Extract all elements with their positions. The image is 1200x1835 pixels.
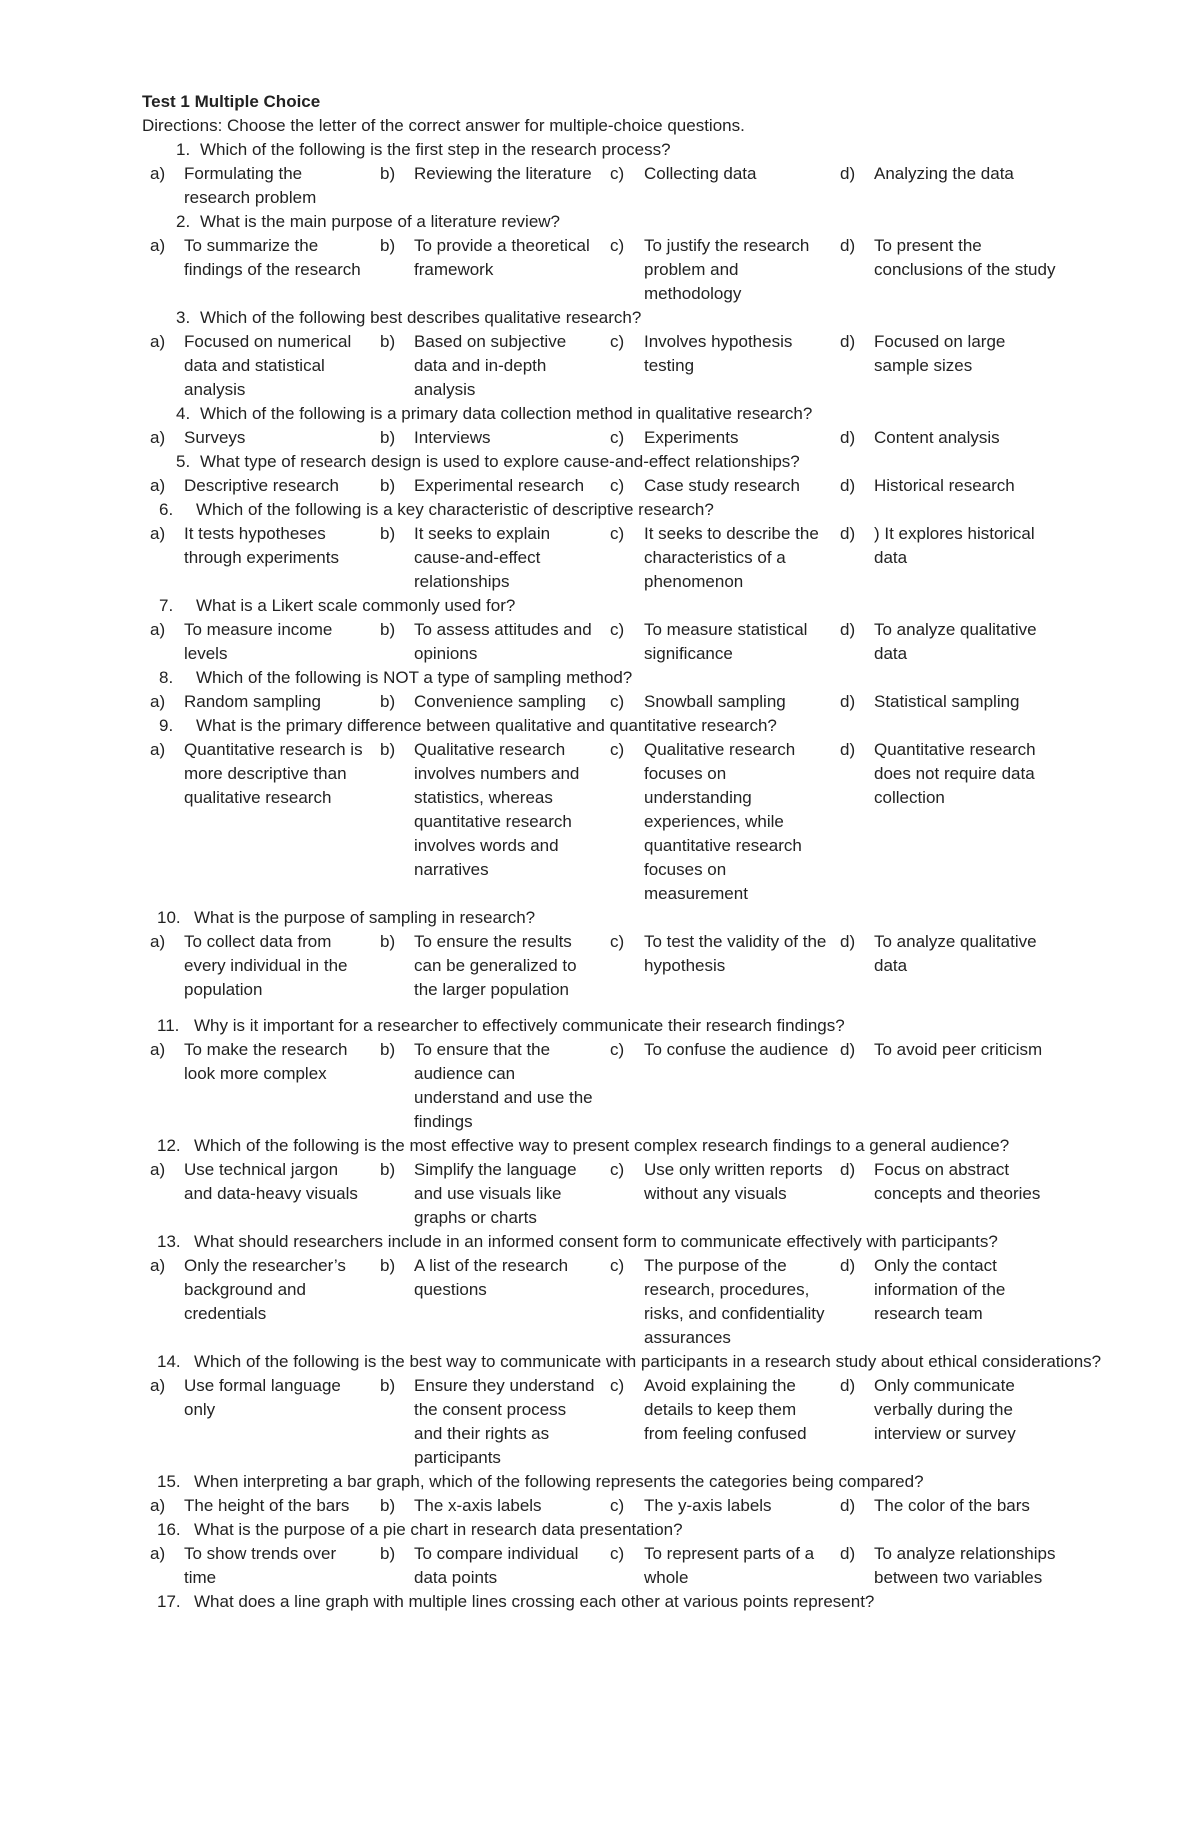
question-block: [142, 1134, 1102, 1230]
option-text: To measure statistical significance: [644, 620, 808, 663]
question-number: 5.: [176, 452, 191, 471]
question-number: 2.: [176, 212, 191, 231]
option-text: Only communicate verbally during the interview or survey: [874, 1376, 1016, 1443]
answer-option[interactable]: [372, 426, 602, 450]
question-block: [142, 498, 1102, 594]
answer-option[interactable]: [372, 522, 602, 594]
document-page: [142, 90, 1102, 1614]
question-text: Which of the following best describes qualitative research?: [200, 308, 642, 327]
spacer: [142, 1002, 1102, 1014]
option-text: Focus on abstract concepts and theories: [874, 1160, 1041, 1203]
option-letter: c): [610, 332, 625, 351]
option-text: Formulating the research problem: [184, 164, 317, 207]
answer-options: [142, 234, 1102, 306]
answer-option[interactable]: [602, 330, 832, 402]
question-stem: [142, 210, 1102, 234]
answer-option[interactable]: [832, 1494, 1062, 1518]
question-number: 4.: [176, 404, 191, 423]
option-text: Descriptive research: [184, 476, 339, 495]
question-list: [142, 138, 1102, 1614]
question-number: 13.: [157, 1232, 181, 1251]
answer-option[interactable]: [832, 234, 1062, 306]
option-letter: a): [150, 1040, 166, 1059]
option-letter: a): [150, 236, 166, 255]
answer-option[interactable]: [142, 426, 372, 450]
option-text: To justify the research problem and methodology: [644, 236, 810, 303]
question-block: [142, 210, 1102, 306]
question-block: [142, 450, 1102, 498]
option-text: Quantitative research is more descriptive than qualitative research: [184, 740, 363, 807]
answer-options: [142, 426, 1102, 450]
question-stem: [142, 306, 1102, 330]
question-text: What is the purpose of a pie chart in research data presentation?: [194, 1520, 683, 1539]
answer-options: [142, 930, 1102, 1002]
option-letter: d): [840, 332, 856, 351]
question-number: 16.: [157, 1520, 181, 1539]
option-letter: c): [610, 428, 625, 447]
answer-option[interactable]: [832, 930, 1062, 1002]
answer-option[interactable]: [372, 330, 602, 402]
answer-options: [142, 618, 1102, 666]
option-text: To represent parts of a whole: [644, 1544, 815, 1587]
question-block: [142, 1518, 1102, 1590]
question-text: Which of the following is the first step in the research process?: [200, 140, 671, 159]
question-number: 14.: [157, 1352, 181, 1371]
test-title: Test 1 Multiple Choice: [142, 92, 321, 111]
answer-option[interactable]: [602, 1254, 832, 1350]
answer-option[interactable]: [602, 1374, 832, 1470]
option-text: Convenience sampling: [414, 692, 586, 711]
option-text: Reviewing the literature: [414, 164, 592, 183]
option-letter: c): [610, 1160, 625, 1179]
question-block: [142, 1014, 1102, 1134]
option-letter: a): [150, 740, 166, 759]
option-letter: d): [840, 476, 856, 495]
option-text: Case study research: [644, 476, 800, 495]
answer-option[interactable]: [142, 1254, 372, 1350]
answer-option[interactable]: [832, 618, 1062, 666]
option-text: Simplify the language and use visuals like graphs or charts: [414, 1160, 577, 1227]
question-stem: [142, 1470, 1102, 1494]
question-stem: [142, 450, 1102, 474]
option-text: To compare individual data points: [414, 1544, 579, 1587]
question-stem: [142, 1134, 1102, 1158]
option-text: It tests hypotheses through experiments: [184, 524, 339, 567]
answer-option[interactable]: [372, 162, 602, 210]
option-text: Focused on large sample sizes: [874, 332, 1006, 375]
option-letter: d): [840, 1496, 856, 1515]
answer-options: [142, 738, 1102, 906]
option-text: Interviews: [414, 428, 491, 447]
answer-option[interactable]: [602, 930, 832, 1002]
option-letter: a): [150, 524, 166, 543]
answer-option[interactable]: [142, 1542, 372, 1590]
option-letter: a): [150, 620, 166, 639]
option-letter: c): [610, 692, 625, 711]
answer-options: [142, 1374, 1102, 1470]
option-text: Statistical sampling: [874, 692, 1020, 711]
option-text: To analyze qualitative data: [874, 620, 1037, 663]
answer-option[interactable]: [832, 426, 1062, 450]
option-text: Only the contact information of the research team: [874, 1256, 1006, 1323]
option-text: To show trends over time: [184, 1544, 337, 1587]
option-letter: a): [150, 332, 166, 351]
answer-options: [142, 1494, 1102, 1518]
answer-option[interactable]: [602, 690, 832, 714]
option-letter: b): [380, 524, 396, 543]
answer-options: [142, 1038, 1102, 1134]
question-number: 15.: [157, 1472, 181, 1491]
question-text: What does a line graph with multiple lines crossing each other at various points represent?: [194, 1592, 875, 1611]
answer-option[interactable]: [602, 1038, 832, 1134]
option-text: To test the validity of the hypothesis: [644, 932, 827, 975]
option-text: To collect data from every individual in the population: [184, 932, 348, 999]
option-text: Avoid explaining the details to keep them from feeling confused: [644, 1376, 807, 1443]
option-letter: a): [150, 1256, 166, 1275]
question-stem: [142, 498, 1102, 522]
option-letter: b): [380, 1544, 396, 1563]
option-text: To present the conclusions of the study: [874, 236, 1056, 279]
answer-option[interactable]: [832, 690, 1062, 714]
option-letter: d): [840, 740, 856, 759]
option-letter: a): [150, 428, 166, 447]
option-letter: c): [610, 476, 625, 495]
answer-option[interactable]: [142, 1038, 372, 1134]
answer-option[interactable]: [602, 1494, 832, 1518]
answer-option[interactable]: [372, 234, 602, 306]
question-block: [142, 906, 1102, 1014]
option-text: It seeks to explain cause-and-effect relationships: [414, 524, 551, 591]
question-number: 11.: [157, 1016, 180, 1035]
option-letter: b): [380, 476, 396, 495]
answer-options: [142, 474, 1102, 498]
option-letter: d): [840, 1040, 856, 1059]
answer-option[interactable]: [832, 1158, 1062, 1230]
answer-option[interactable]: [832, 1374, 1062, 1470]
option-text: The x-axis labels: [414, 1496, 542, 1515]
question-stem: [142, 666, 1102, 690]
answer-options: [142, 690, 1102, 714]
option-text: To analyze relationships between two variables: [874, 1544, 1056, 1587]
option-letter: c): [610, 1040, 625, 1059]
option-text: Focused on numerical data and statistical analysis: [184, 332, 352, 399]
answer-option[interactable]: [602, 522, 832, 594]
option-text: Snowball sampling: [644, 692, 786, 711]
option-text: To make the research look more complex: [184, 1040, 348, 1083]
option-text: To provide a theoretical framework: [414, 236, 590, 279]
answer-options: [142, 1254, 1102, 1350]
answer-options: [142, 1542, 1102, 1590]
option-text: Involves hypothesis testing: [644, 332, 793, 375]
option-letter: c): [610, 932, 625, 951]
option-text: Collecting data: [644, 164, 757, 183]
answer-options: [142, 522, 1102, 594]
question-stem: [142, 906, 1102, 930]
option-letter: a): [150, 1160, 166, 1179]
option-text: A list of the research questions: [414, 1256, 569, 1299]
option-letter: b): [380, 1160, 396, 1179]
option-letter: b): [380, 164, 396, 183]
answer-options: [142, 1158, 1102, 1230]
answer-option[interactable]: [832, 474, 1062, 498]
option-letter: d): [840, 164, 856, 183]
option-text: Content analysis: [874, 428, 1000, 447]
question-number: 8.: [159, 668, 174, 687]
option-letter: a): [150, 1544, 166, 1563]
answer-option[interactable]: [832, 1038, 1062, 1134]
option-letter: b): [380, 332, 396, 351]
option-letter: d): [840, 932, 856, 951]
option-letter: a): [150, 1496, 166, 1515]
question-number: 10.: [157, 908, 181, 927]
question-text: What is the main purpose of a literature review?: [200, 212, 561, 231]
answer-option[interactable]: [142, 738, 372, 906]
option-letter: c): [610, 1256, 625, 1275]
question-block: [142, 1590, 1102, 1614]
answer-option[interactable]: [602, 474, 832, 498]
option-letter: b): [380, 740, 396, 759]
option-text: Only the researcher’s background and credentials: [184, 1256, 346, 1323]
question-block: [142, 594, 1102, 666]
question-text: Why is it important for a researcher to effectively communicate their research findings?: [194, 1016, 845, 1035]
option-text: Experiments: [644, 428, 739, 447]
question-text: What is the primary difference between qualitative and quantitative research?: [196, 716, 777, 735]
option-text: The y-axis labels: [644, 1496, 772, 1515]
option-letter: a): [150, 932, 166, 951]
question-block: [142, 402, 1102, 450]
question-number: 1.: [176, 140, 191, 159]
question-number: 12.: [157, 1136, 181, 1155]
option-letter: c): [610, 164, 625, 183]
option-letter: a): [150, 692, 166, 711]
answer-option[interactable]: [372, 1158, 602, 1230]
question-number: 17.: [157, 1592, 181, 1611]
answer-options: [142, 330, 1102, 402]
option-letter: d): [840, 620, 856, 639]
option-letter: d): [840, 524, 856, 543]
question-block: [142, 714, 1102, 906]
answer-option[interactable]: [602, 1542, 832, 1590]
answer-option[interactable]: [372, 930, 602, 1002]
answer-option[interactable]: [832, 330, 1062, 402]
question-stem: [142, 1230, 1102, 1254]
option-letter: b): [380, 1040, 396, 1059]
option-letter: b): [380, 1256, 396, 1275]
answer-option[interactable]: [832, 1254, 1062, 1350]
option-text: To measure income levels: [184, 620, 333, 663]
question-text: What is the purpose of sampling in research?: [194, 908, 536, 927]
question-text: Which of the following is the most effective way to present complex research findings to a general audience?: [194, 1136, 1010, 1155]
question-block: [142, 1350, 1102, 1470]
question-stem: [142, 1590, 1102, 1614]
option-letter: d): [840, 1160, 856, 1179]
option-text: Based on subjective data and in-depth analysis: [414, 332, 567, 399]
option-text: To ensure the results can be generalized to the larger population: [414, 932, 577, 999]
answer-options: [142, 162, 1102, 210]
answer-option[interactable]: [602, 162, 832, 210]
answer-option[interactable]: [142, 522, 372, 594]
option-letter: d): [840, 1544, 856, 1563]
answer-option[interactable]: [372, 618, 602, 666]
option-text: Ensure they understand the consent process and their rights as participants: [414, 1376, 595, 1467]
option-letter: a): [150, 1376, 166, 1395]
option-text: Use formal language only: [184, 1376, 341, 1419]
answer-option[interactable]: [142, 474, 372, 498]
option-letter: b): [380, 428, 396, 447]
answer-option[interactable]: [372, 1038, 602, 1134]
question-number: 9.: [159, 716, 174, 735]
answer-option[interactable]: [372, 1494, 602, 1518]
option-text: To confuse the audience: [644, 1040, 829, 1059]
answer-option[interactable]: [142, 1158, 372, 1230]
option-letter: b): [380, 1376, 396, 1395]
option-letter: c): [610, 1376, 625, 1395]
question-stem: [142, 594, 1102, 618]
question-text: Which of the following is NOT a type of sampling method?: [196, 668, 633, 687]
answer-option[interactable]: [372, 474, 602, 498]
answer-option[interactable]: [832, 1542, 1062, 1590]
option-text: To assess attitudes and opinions: [414, 620, 592, 663]
option-letter: c): [610, 524, 625, 543]
option-text: The purpose of the research, procedures, risks, and confidentiality assurances: [644, 1256, 825, 1347]
option-letter: c): [610, 236, 625, 255]
question-stem: [142, 1014, 1102, 1038]
answer-option[interactable]: [142, 1374, 372, 1470]
option-letter: c): [610, 620, 625, 639]
answer-option[interactable]: [142, 234, 372, 306]
question-block: [142, 1470, 1102, 1518]
option-text: To summarize the findings of the research: [184, 236, 361, 279]
option-letter: b): [380, 620, 396, 639]
question-text: Which of the following is a primary data collection method in qualitative research?: [200, 404, 813, 423]
option-text: Analyzing the data: [874, 164, 1014, 183]
option-letter: a): [150, 164, 166, 183]
option-text: Random sampling: [184, 692, 322, 711]
option-letter: c): [610, 1544, 625, 1563]
option-letter: d): [840, 692, 856, 711]
option-text: Qualitative research involves numbers and statistics, whereas quantitative research involves words and narratives: [414, 740, 580, 879]
option-text: Quantitative research does not require data collection: [874, 740, 1036, 807]
question-block: [142, 138, 1102, 210]
question-text: When interpreting a bar graph, which of the following represents the categories being compared?: [194, 1472, 924, 1491]
question-text: What should researchers include in an informed consent form to communicate effectively with participants?: [194, 1232, 998, 1251]
question-text: Which of the following is the best way to communicate with participants in a research study about ethical considerations?: [194, 1352, 1102, 1371]
option-letter: d): [840, 428, 856, 447]
option-text: To avoid peer criticism: [874, 1040, 1043, 1059]
answer-option[interactable]: [832, 738, 1062, 906]
answer-option[interactable]: [142, 162, 372, 210]
question-stem: [142, 402, 1102, 426]
question-block: [142, 1230, 1102, 1350]
question-number: 3.: [176, 308, 191, 327]
question-stem: [142, 714, 1102, 738]
option-text: Experimental research: [414, 476, 585, 495]
option-text: Historical research: [874, 476, 1015, 495]
option-letter: d): [840, 1376, 856, 1395]
answer-option[interactable]: [602, 738, 832, 906]
option-text: The height of the bars: [184, 1496, 350, 1515]
answer-option[interactable]: [602, 618, 832, 666]
answer-option[interactable]: [142, 930, 372, 1002]
option-letter: b): [380, 236, 396, 255]
question-text: What type of research design is used to explore cause-and-effect relationships?: [200, 452, 800, 471]
option-text: Use only written reports without any visuals: [644, 1160, 823, 1203]
option-letter: c): [610, 1496, 625, 1515]
question-number: 7.: [159, 596, 174, 615]
option-letter: b): [380, 692, 396, 711]
answer-option[interactable]: [142, 618, 372, 666]
answer-option[interactable]: [372, 1374, 602, 1470]
question-text: What is a Likert scale commonly used for?: [196, 596, 516, 615]
question-stem: [142, 1518, 1102, 1542]
option-text: Use technical jargon and data-heavy visuals: [184, 1160, 358, 1203]
option-letter: d): [840, 236, 856, 255]
answer-option[interactable]: [832, 162, 1062, 210]
option-text: ) It explores historical data: [874, 524, 1035, 567]
answer-option[interactable]: [372, 690, 602, 714]
option-text: It seeks to describe the characteristics of a phenomenon: [644, 524, 819, 591]
option-text: To ensure that the audience can understand and use the findings: [414, 1040, 593, 1131]
question-stem: [142, 1350, 1102, 1374]
answer-option[interactable]: [602, 426, 832, 450]
question-block: [142, 666, 1102, 714]
option-text: The color of the bars: [874, 1496, 1030, 1515]
answer-option[interactable]: [372, 1254, 602, 1350]
answer-option[interactable]: [372, 1542, 602, 1590]
option-letter: d): [840, 1256, 856, 1275]
answer-option[interactable]: [142, 690, 372, 714]
answer-option[interactable]: [832, 522, 1062, 594]
option-text: Qualitative research focuses on understanding experiences, while quantitative research focuses on measurement: [644, 740, 802, 903]
option-text: To analyze qualitative data: [874, 932, 1037, 975]
answer-option[interactable]: [142, 330, 372, 402]
answer-option[interactable]: [602, 234, 832, 306]
option-letter: c): [610, 740, 625, 759]
question-number: 6.: [159, 500, 174, 519]
answer-option[interactable]: [602, 1158, 832, 1230]
question-block: [142, 306, 1102, 402]
answer-option[interactable]: [142, 1494, 372, 1518]
directions: Directions: Choose the letter of the correct answer for multiple-choice questions.: [142, 116, 745, 135]
option-letter: b): [380, 932, 396, 951]
option-letter: a): [150, 476, 166, 495]
question-stem: [142, 138, 1102, 162]
option-letter: b): [380, 1496, 396, 1515]
option-text: Surveys: [184, 428, 246, 447]
answer-option[interactable]: [372, 738, 602, 906]
question-text: Which of the following is a key characteristic of descriptive research?: [196, 500, 714, 519]
